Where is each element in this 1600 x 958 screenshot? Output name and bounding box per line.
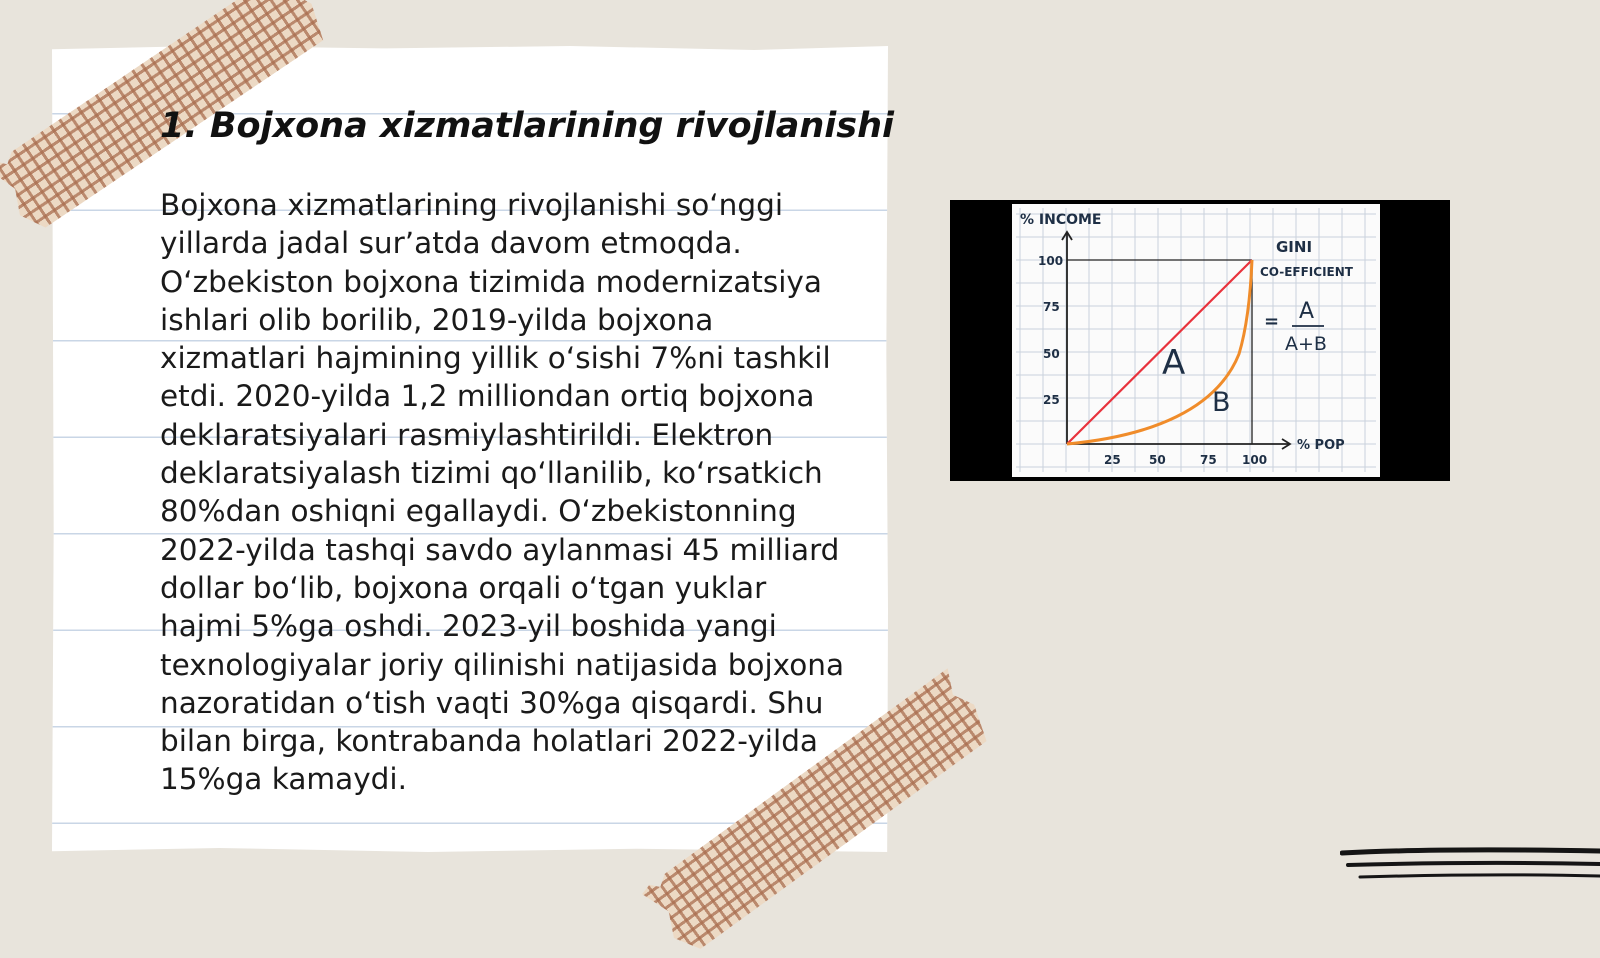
gini-sketch-svg: [1012, 204, 1380, 477]
x-axis-label: % POP: [1297, 438, 1345, 453]
formula-equals: =: [1264, 311, 1280, 332]
formula-numerator: A: [1299, 299, 1315, 324]
y-tick-50: 50: [1043, 347, 1060, 361]
coefficient-label: CO-EFFICIENT: [1260, 265, 1353, 279]
gini-image-frame: [950, 200, 1450, 481]
x-tick-50: 50: [1149, 453, 1166, 467]
slide-body-text: Bojxona xizmatlarining rivojlanishi so‘nggi yillarda jadal sur’atda davom etmoqda. O‘zbekiston bojxona tizimida modernizatsiya ishlari olib borilib, 2019-yilda bojxona xizmatlari hajmining yillik o‘sishi 7%ni tashkil etdi. 2020-yilda 1,2 milliondan ortiq bojxona deklaratsiyalari rasmiylashtirildi. Elektron deklaratsiyalash tizimi qo‘llanilib, ko‘rsatkich 80%dan oshiqni egallaydi. O‘zbekistonning 2022-yilda tashqi savdo aylanmasi 45 milliard dollar bo‘lib, bojxona orqali o‘tgan yuklar hajmi 5%ga oshdi. 2023-yil boshida yangi texnologiyalar joriy qilinishi natijasida bojxona nazoratidan o‘tish vaqti 30%ga qisqardi. Shu bilan birga, kontrabanda holatlari 2022-yilda 15%ga kamaydi.: [160, 188, 845, 797]
region-a-label: A: [1162, 343, 1186, 383]
x-tick-75: 75: [1200, 453, 1217, 467]
gini-label: GINI: [1276, 238, 1313, 256]
gini-sketch: [1012, 204, 1380, 477]
x-tick-25: 25: [1104, 453, 1121, 467]
y-tick-75: 75: [1043, 300, 1060, 314]
region-b-label: B: [1212, 387, 1231, 418]
y-tick-100: 100: [1038, 254, 1064, 268]
formula-denominator: A+B: [1285, 333, 1327, 355]
decorative-brush-strokes: [1340, 845, 1600, 895]
y-axis-label: % INCOME: [1020, 212, 1102, 228]
slide-title: 1. Bojxona xizmatlarining rivojlanishi: [160, 106, 894, 146]
x-tick-100: 100: [1242, 453, 1268, 467]
y-tick-25: 25: [1043, 393, 1060, 407]
